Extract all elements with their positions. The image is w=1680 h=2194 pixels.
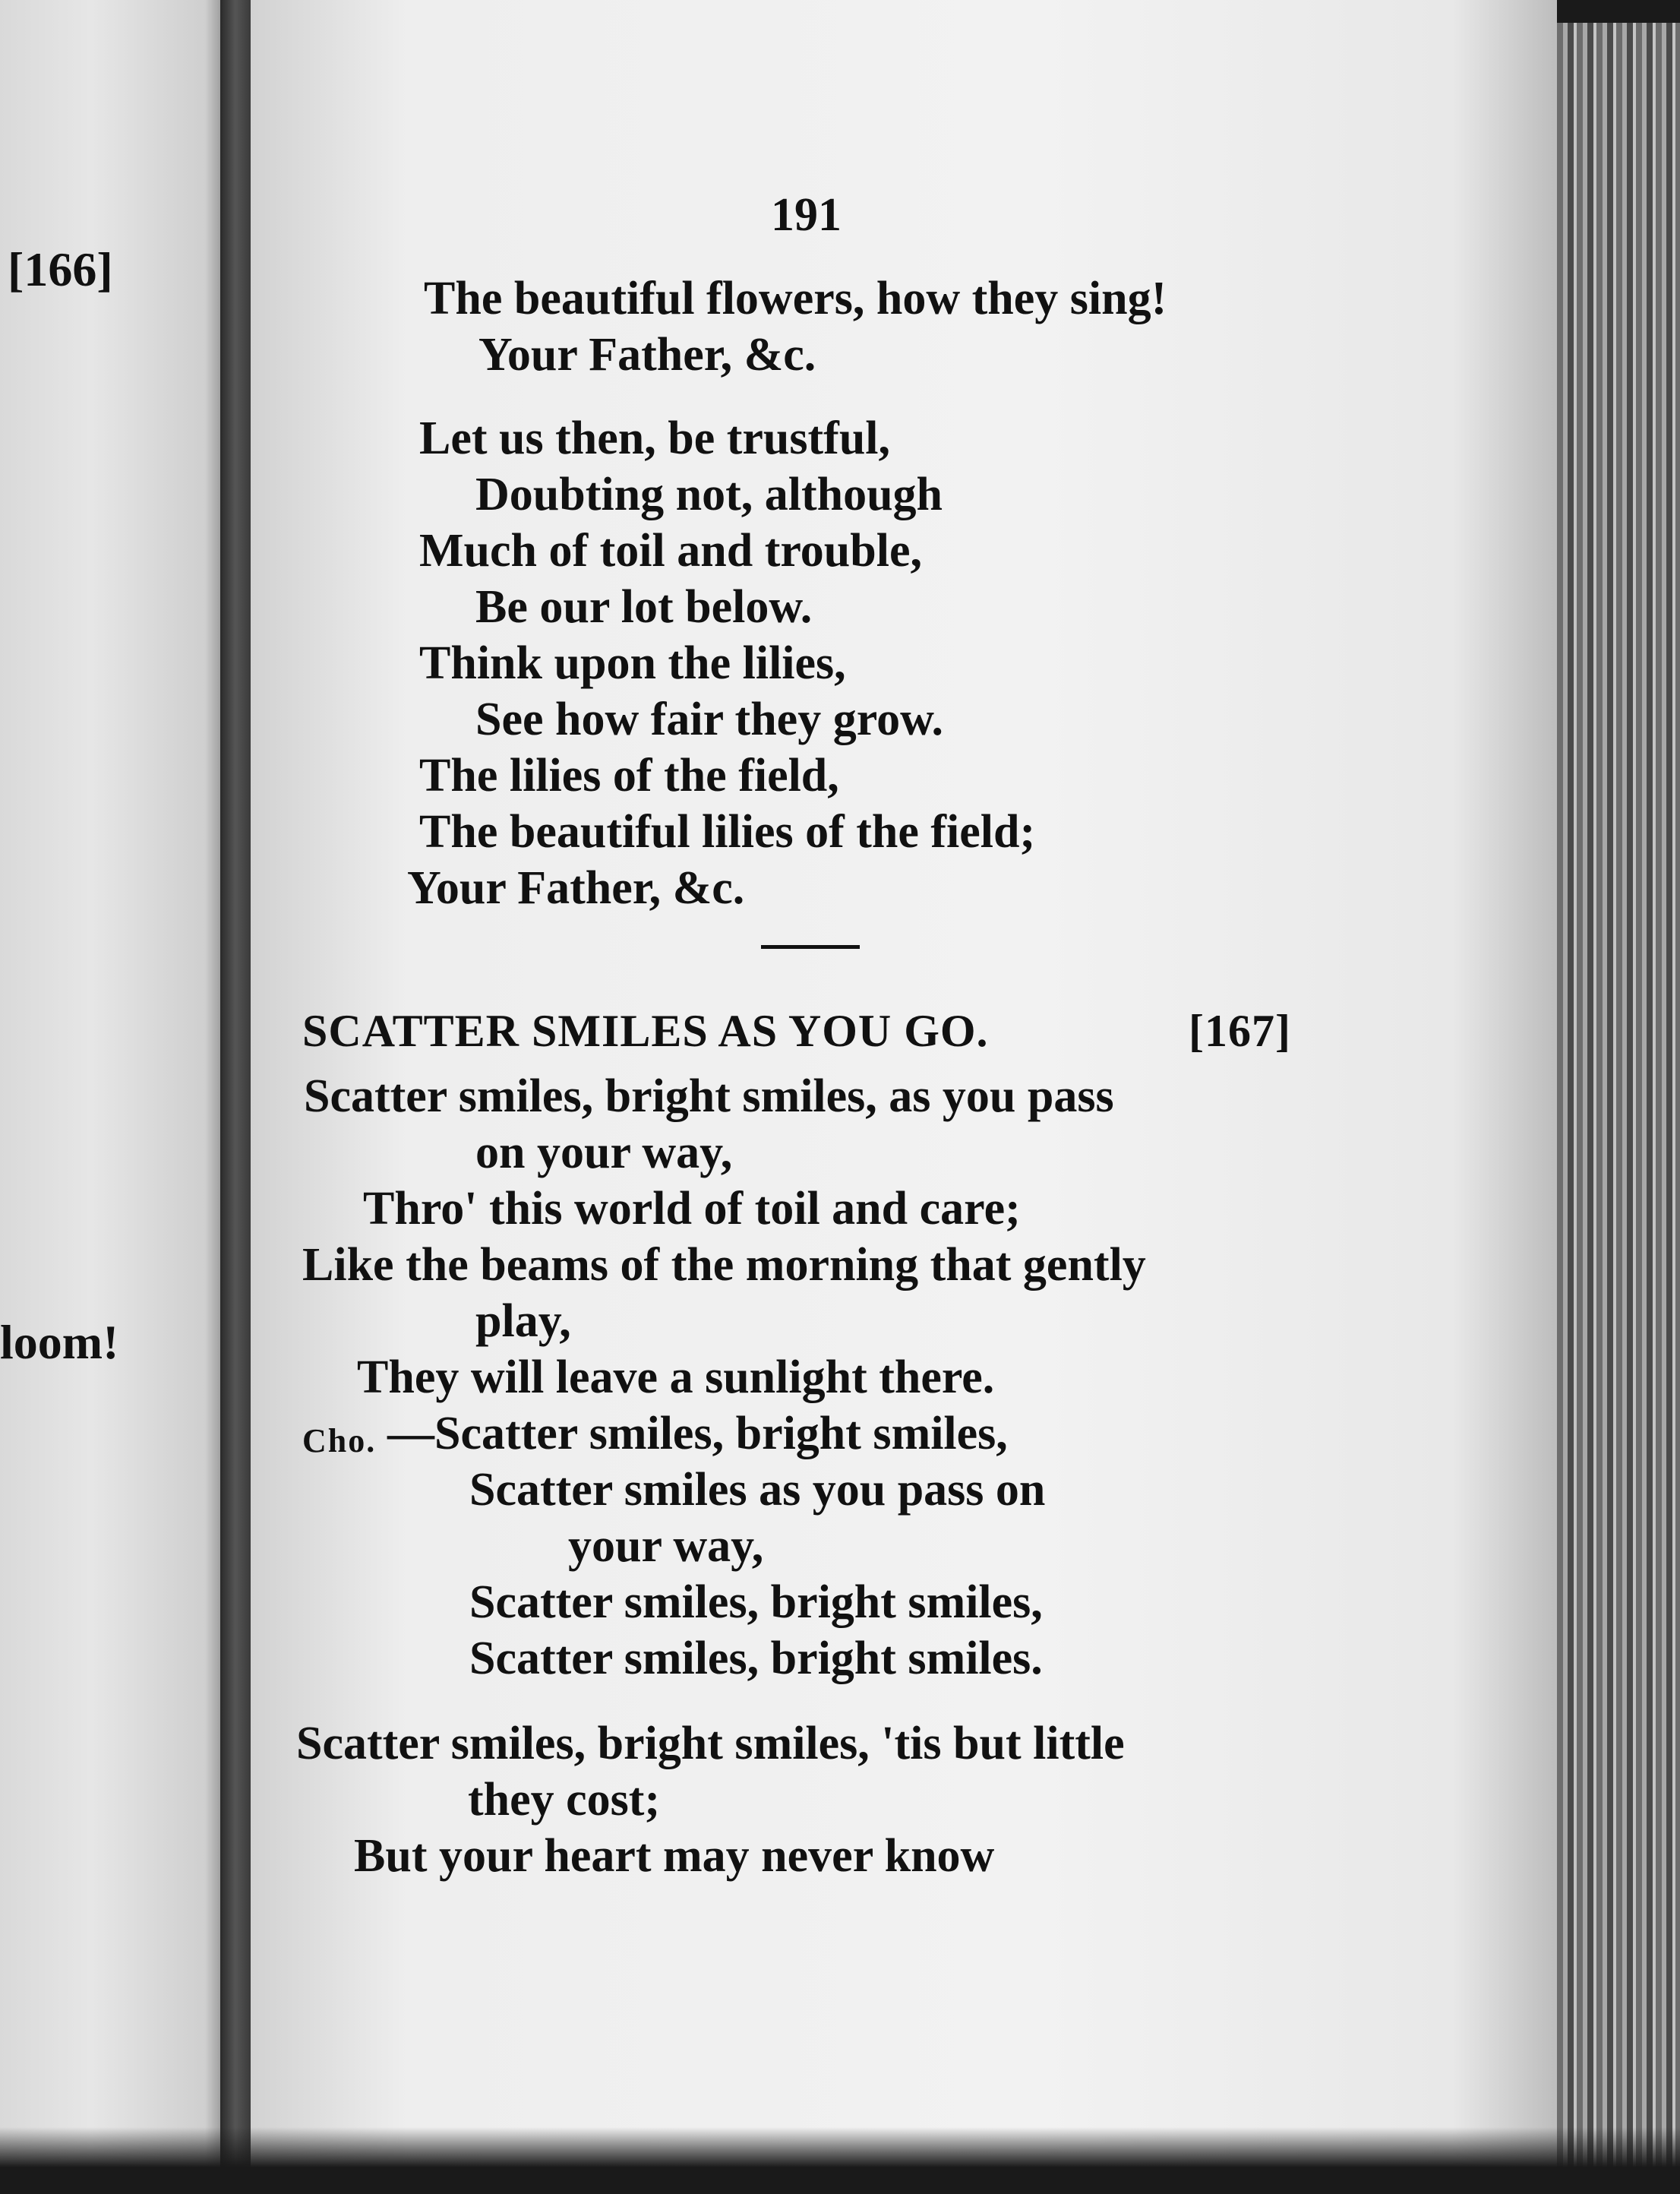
stanza-line: Be our lot below. <box>475 581 813 633</box>
verse-line: Like the beams of the morning that gently <box>302 1239 1146 1291</box>
verse-line: They will leave a sunlight there. <box>357 1351 995 1403</box>
chorus-line: —Scatter smiles, bright smiles, <box>387 1408 1008 1459</box>
chorus-line: your way, <box>568 1520 764 1572</box>
stanza-line: Doubting not, although <box>475 469 943 520</box>
verse-line: Scatter smiles, bright smiles, 'tis but little <box>296 1718 1125 1769</box>
verse-line: Thro' this world of toil and care; <box>363 1183 1021 1235</box>
left-page-fragment: loom! <box>0 1315 119 1369</box>
stanza-line: Let us then, be trustful, <box>419 413 891 464</box>
book-gutter <box>220 0 251 2194</box>
chorus-label: Cho. <box>302 1422 377 1459</box>
section-divider <box>761 945 860 949</box>
page-number: 191 <box>771 189 842 241</box>
left-page <box>0 0 228 2194</box>
chorus-line: Scatter smiles as you pass on <box>469 1464 1046 1516</box>
chorus-line: Scatter smiles, bright smiles. <box>469 1633 1043 1684</box>
verse-line: on your way, <box>475 1127 733 1178</box>
stanza-line: Your Father, &c. <box>407 862 745 914</box>
stanza-line: Think upon the lilies, <box>419 637 846 689</box>
stanza-line: See how fair they grow. <box>475 694 943 745</box>
verse-line: play, <box>475 1295 571 1347</box>
hymn-number: [167] <box>1189 1006 1291 1056</box>
verse-line: But your heart may never know <box>354 1830 995 1882</box>
verse-line: Scatter smiles, bright smiles, as you pass <box>304 1070 1114 1122</box>
stanza-line: The lilies of the field, <box>419 750 839 801</box>
right-page <box>251 0 1557 2194</box>
page-edges <box>1557 23 1680 2194</box>
chorus-line: Scatter smiles, bright smiles, <box>469 1576 1043 1628</box>
bottom-shadow <box>0 2127 1680 2194</box>
left-hymn-number: [166] <box>8 242 113 296</box>
continuation-line: Your Father, &c. <box>478 329 816 381</box>
hymn-title: SCATTER SMILES AS YOU GO. <box>302 1006 989 1056</box>
stanza-line: Much of toil and trouble, <box>419 525 922 577</box>
stanza-line: The beautiful lilies of the field; <box>419 806 1036 858</box>
continuation-line: The beautiful flowers, how they sing! <box>424 273 1167 324</box>
verse-line: they cost; <box>468 1774 661 1826</box>
page-text <box>251 0 1557 2194</box>
